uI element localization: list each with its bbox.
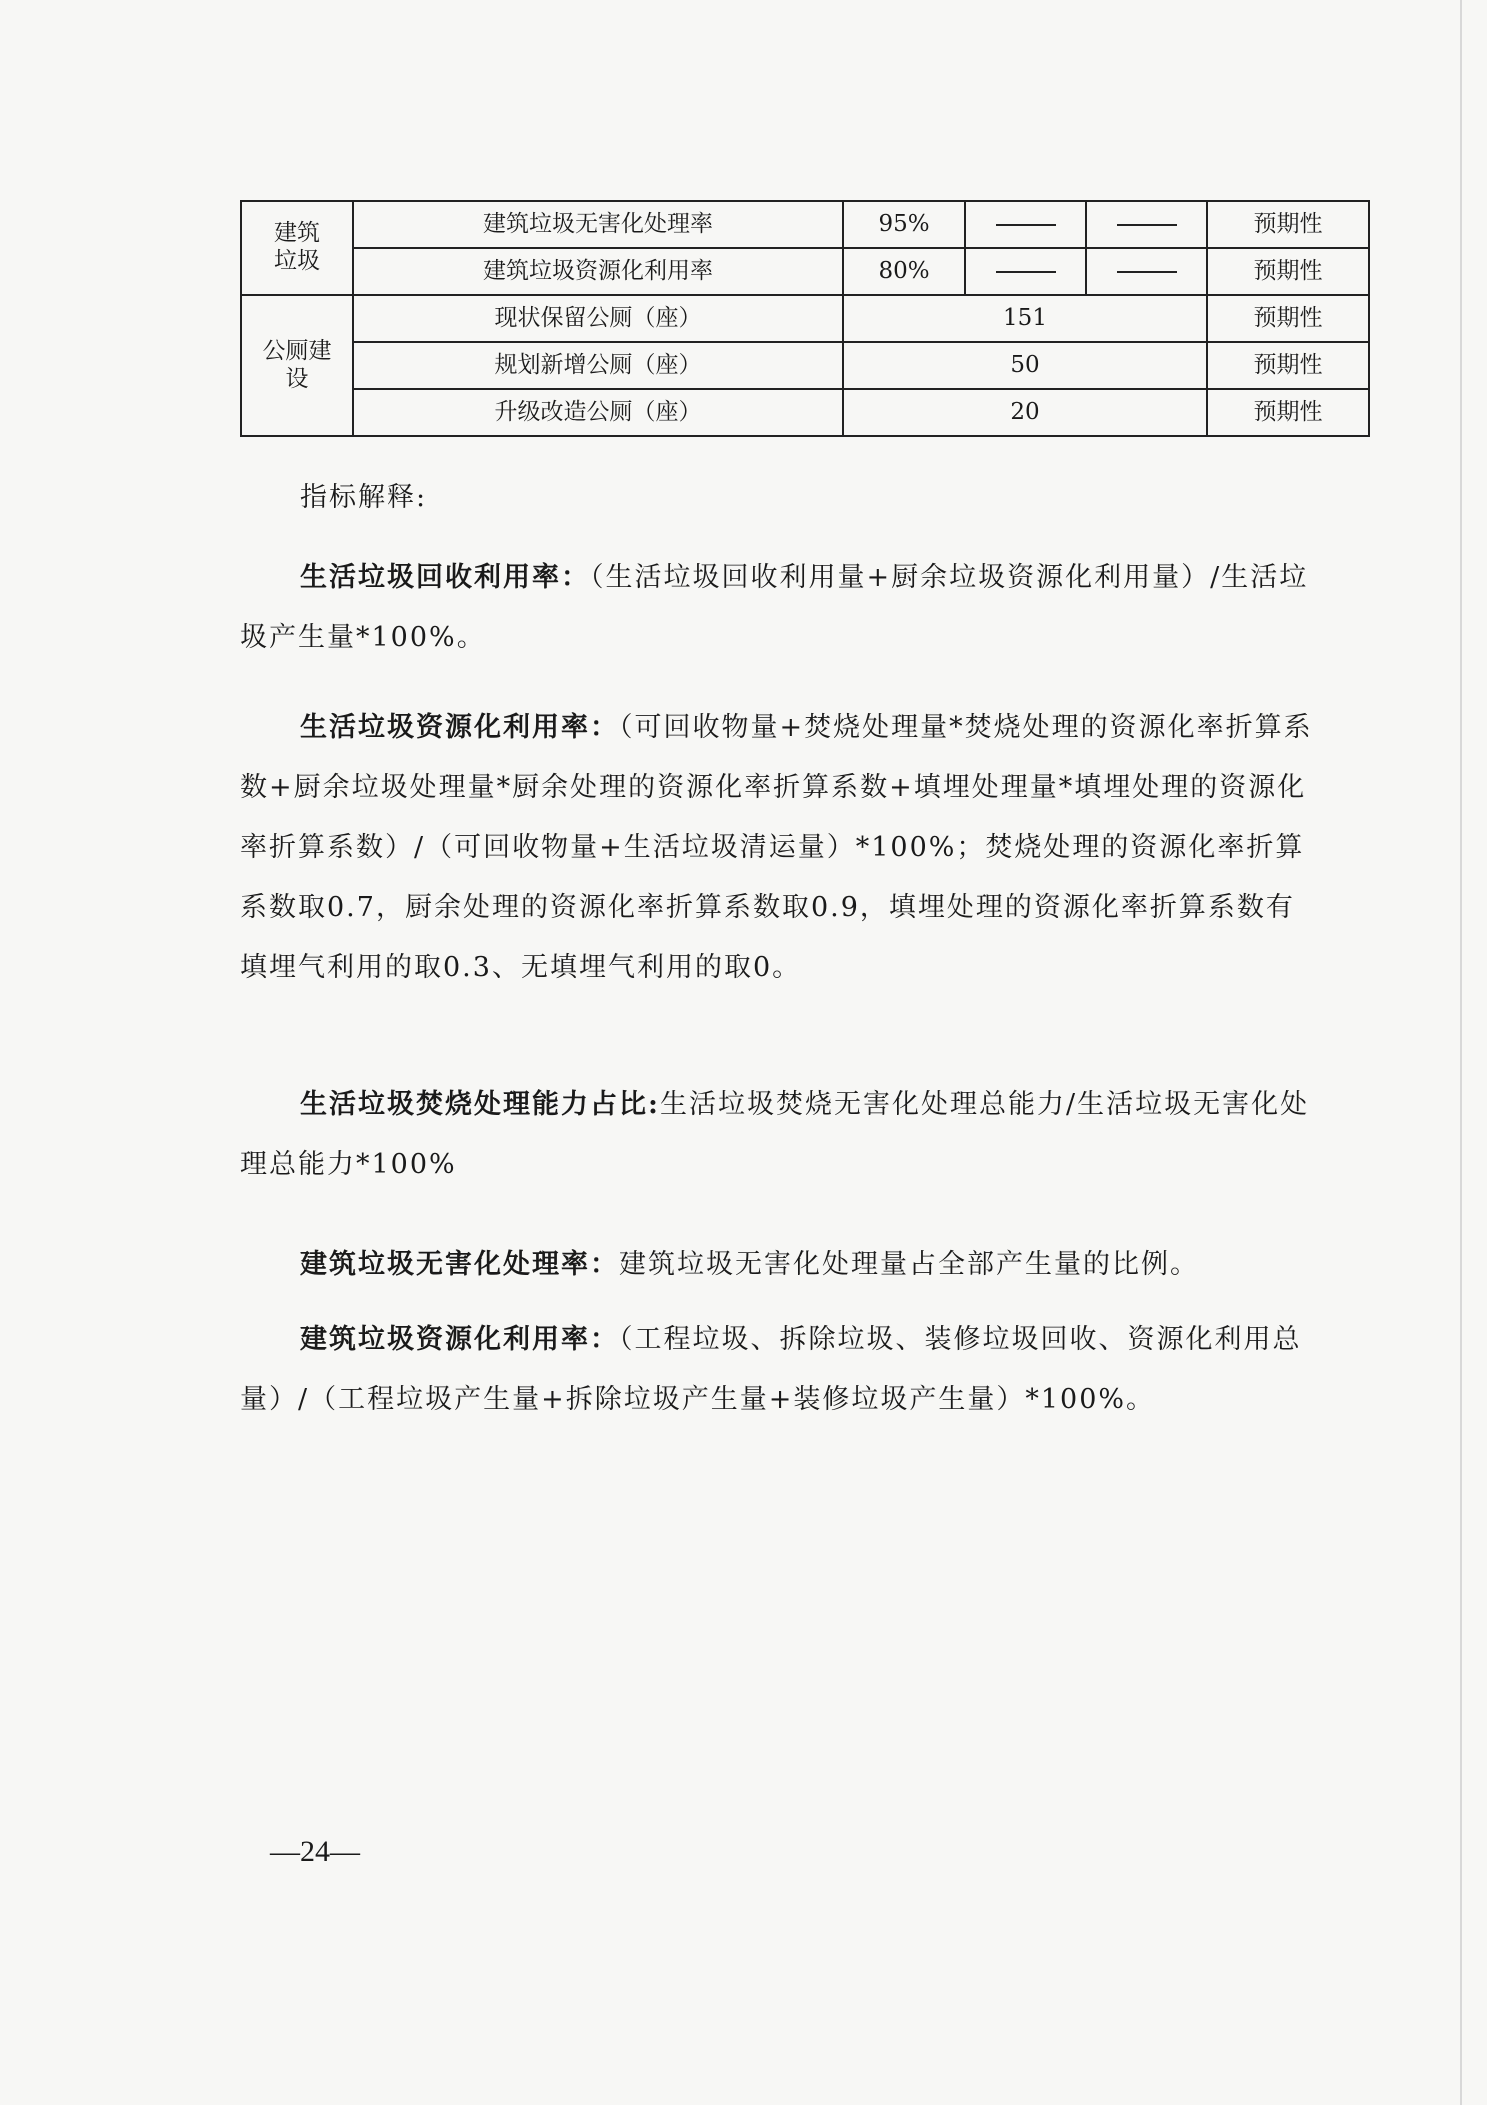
table-row [241,342,1369,389]
nature-cell: 预期性 [1207,201,1369,248]
dash-cell [965,201,1086,248]
definition: （工程垃圾、拆除垃圾、装修垃圾回收、资源化利用总量）/（工程垃圾产生量+拆除垃圾产生量+装修垃圾产生量）*100%。 [240,1324,1302,1415]
term: 建筑垃圾资源化利用率： [300,1324,619,1355]
explanation-item [240,1075,1320,1195]
explanation-item [240,1235,1320,1295]
dash-cell [1086,201,1207,248]
term: 生活垃圾回收利用率： [300,562,590,593]
term: 生活垃圾资源化利用率： [300,712,619,743]
table-row [241,201,1369,248]
page-number: —24— [270,1835,360,1868]
term: 生活垃圾焚烧处理能力占比: [300,1089,660,1120]
nature-cell: 预期性 [1207,342,1369,389]
table-row [241,389,1369,436]
indicator-table [240,200,1370,437]
term: 建筑垃圾无害化处理率： [300,1249,619,1280]
indicator-cell: 升级改造公厕（座） [353,389,843,436]
indicator-cell: 规划新增公厕（座） [353,342,843,389]
dash-cell [1086,248,1207,295]
explanation-item [240,1310,1320,1430]
table-row [241,295,1369,342]
value-cell: 20 [843,389,1207,436]
category-cell: 公厕建 设 [241,295,353,436]
table-row [241,248,1369,295]
indicator-cell: 现状保留公厕（座） [353,295,843,342]
definition: 生活垃圾焚烧无害化处理总能力/生活垃圾无害化处理总能力*100% [240,1089,1310,1180]
value-cell: 95% [843,201,965,248]
definition: 建筑垃圾无害化处理量占全部产生量的比例。 [619,1249,1199,1280]
indicator-cell: 建筑垃圾资源化利用率 [353,248,843,295]
nature-cell: 预期性 [1207,295,1369,342]
explanation-item [240,548,1320,668]
category-cell: 建筑 垃圾 [241,201,353,295]
nature-cell: 预期性 [1207,248,1369,295]
value-cell: 80% [843,248,965,295]
explanation-heading: 指标解释: [300,482,428,513]
dash-cell [965,248,1086,295]
explanation-item [240,698,1320,998]
page-edge [1460,0,1462,2105]
value-cell: 151 [843,295,1207,342]
nature-cell: 预期性 [1207,389,1369,436]
value-cell: 50 [843,342,1207,389]
indicator-cell: 建筑垃圾无害化处理率 [353,201,843,248]
definition: （可回收物量+焚烧处理量*焚烧处理的资源化率折算系数+厨余垃圾处理量*厨余处理的资源化率折算系数+填埋处理量*填埋处理的资源化率折算系数）/（可回收物量+生活垃圾清运量）*100%；焚烧处理的资源化率折算系数取0.7，厨余处理的资源化率折算系数取0.9，填埋处理的资源化率折算系数有填埋气利用的取0.3、无填埋气利用的取0。 [240,712,1313,983]
definition: （生活垃圾回收利用量+厨余垃圾资源化利用量）/生活垃圾产生量*100%。 [240,562,1309,653]
